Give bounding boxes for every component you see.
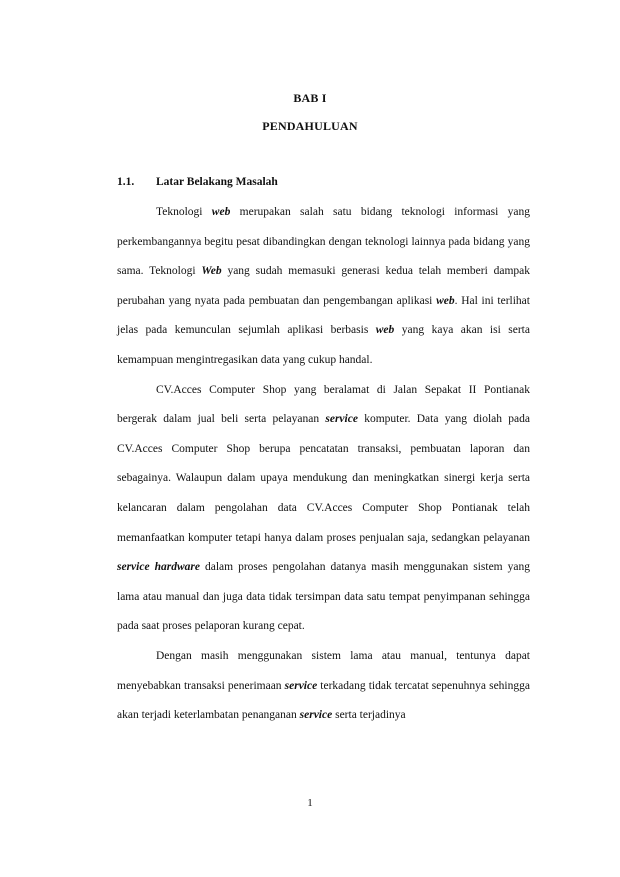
emphasized-term: web <box>211 206 231 218</box>
emphasized-term: service <box>299 709 333 722</box>
section-heading <box>117 176 278 188</box>
paragraph: CV.Acces Computer Shop yang beralamat di Jalan Sepakat II Pontianak bergerak dalam jual beli serta pelayanan service komputer. Data yang diolah pada CV.Acces Computer Shop berupa pencatatan transaksi, pembuatan laporan dan sebagainya. Walaupun dalam upaya mendukung dan meningkatkan sinergi kerja serta kelancaran dalam pengolahan data CV.Acces Computer Shop Pontianak telah memanfaatkan komputer tetapi hanya dalam proses penjualan saja, sedangkan pelayanan service hardware dalam proses pengolahan datanya masih menggunakan sistem yang lama atau manual dan juga data tidak tersimpan data satu tempat penyimpanan sehingga pada saat proses pelaporan kurang cepat. <box>117 383 530 633</box>
chapter-number: BAB I <box>293 91 327 105</box>
emphasized-term: web <box>436 294 455 307</box>
body-text <box>117 198 530 731</box>
paragraph: Dengan masih menggunakan sistem lama atau manual, tentunya dapat menyebabkan transaksi penerimaan service terkadang tidak tercatat sepenuhnya sehingga akan terjadi keterlambatan penanganan service serta terjadinya <box>117 649 530 722</box>
emphasized-term: service <box>325 413 358 426</box>
emphasized-term: service hardware <box>117 561 200 574</box>
paragraph: Teknologi web merupakan salah satu bidang teknologi informasi yang perkembangannya begitu pesat dibandingkan dengan teknologi lainnya pada bidang yang sama. Teknologi Web yang sudah memasuki generasi kedua telah memberi dampak perubahan yang nyata pada pembuatan dan pengembangan aplikasi web. Hal ini terlihat jelas pada kemunculan sejumlah aplikasi berbasis web yang kaya akan isi serta kemampuan mengintregasikan data yang cukup handal. <box>117 206 530 366</box>
section-number: 1.1. <box>117 176 135 188</box>
emphasized-term: web <box>375 324 395 337</box>
page-number: 1 <box>307 797 313 809</box>
emphasized-term: service <box>284 679 318 692</box>
emphasized-term: Web <box>201 265 222 278</box>
chapter-title: PENDAHULUAN <box>262 119 358 133</box>
section-title: Latar Belakang Masalah <box>156 176 278 188</box>
